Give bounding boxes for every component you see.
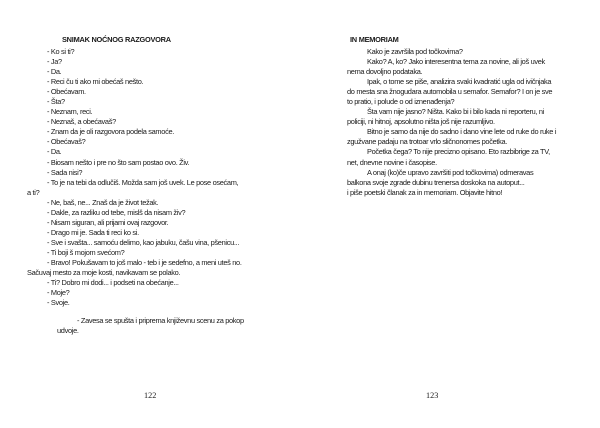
prose-line: to pratio, i polude o od iznenađenja? xyxy=(347,97,455,107)
right-page-prose xyxy=(347,47,557,198)
dialog-line: - Neznaš, a obećavaš? xyxy=(47,117,116,127)
dialog-line: - Sve i svašta... samoću delimo, kao jabuku, čašu vina, pšenicu... xyxy=(47,237,240,247)
prose-line: policiji, ni hitnoj, apsolutno ništa još nije razumljivo. xyxy=(347,117,495,127)
prose-line: do mesta sna žnogudara automobila u semafor. Semafor? I on je sve xyxy=(347,87,553,97)
left-page-title: SNIMAK NOĆNOG RAZGOVORA xyxy=(62,35,171,44)
blank-line xyxy=(27,308,277,316)
dialog-line: - Drago mi je. Sada ti reci ko si. xyxy=(47,227,139,237)
prose-line: Kako? A, ko? Jako interesentna tema za novine, ali još uvek xyxy=(367,57,545,67)
prose-line: net, dnevne novine i časopise. xyxy=(347,157,437,167)
dialog-line: - Da. xyxy=(47,67,62,77)
closing-stage-direction-continuation: udvoje. xyxy=(57,326,79,336)
page-number: 123 xyxy=(426,391,439,400)
dialog-line: - Šta? xyxy=(47,97,65,107)
dialog-line: - Dakle, za razliku od tebe, mislš da nisam živ? xyxy=(47,207,186,217)
prose-line: A onaj (ko)če upravo završiti pod točkovima) odmeravas xyxy=(367,167,534,177)
closing-stage-direction: - Zavesa se spušta i priprema književnu scenu za pokop xyxy=(77,316,244,326)
page-number: 122 xyxy=(144,391,157,400)
prose-line: Šta vam nije jasno? Ništa. Kako bi i bilo kada ni reporteru, ni xyxy=(367,107,545,117)
dialog-line: - Ti? Dobro mi dodi... i podseti na obećanje... xyxy=(47,278,179,288)
prose-line: zgužvane padaju na trotoar vrlo sličnonomes početka. xyxy=(347,137,508,147)
dialog-line: - Ko si ti? xyxy=(47,47,75,56)
right-page xyxy=(300,0,600,428)
dialog-line: - Znam da je oli razgovora podela samoće. xyxy=(47,127,174,137)
dialog-line-continuation: Sačuvaj mesto za moje kosti, navikavam se polako. xyxy=(27,268,181,278)
dialog-line: - Ja? xyxy=(47,57,62,67)
prose-line: balkona svoje zgrade dubinu trenersa doskoka na autoput... xyxy=(347,177,525,187)
dialog-line: - Ti boji š mojom svećom? xyxy=(47,247,125,257)
dialog-line: - Bravo! Pokušavam to još malo - teb i je sedefno, a meni uteš no. xyxy=(47,257,242,267)
right-page-title: IN MEMORIAM xyxy=(350,35,399,44)
dialog-line-continuation: a ti? xyxy=(27,187,40,197)
prose-line: Početka čega? To nije precizno opisano. Eto razbibrige za TV, xyxy=(367,147,550,157)
dialog-line: - To je na tebi da odlučiš. Možda sam još uvek. Le pose osećam, xyxy=(47,177,239,187)
dialog-line: - Reci ču ti ako mi obećaš nešto. xyxy=(47,77,144,87)
dialog-line: - Ne, baš, ne... Znaš da je život težak. xyxy=(47,197,159,207)
prose-line: nema dovoljno podataka. xyxy=(347,67,423,77)
prose-line: Kako je završila pod točkovima? xyxy=(367,47,463,56)
dialog-line: - Moje? xyxy=(47,288,70,298)
dialog-line: - Sada nisi? xyxy=(47,167,83,177)
dialog-line: - Biosam nešto i pre no što sam postao ovo. Živ. xyxy=(47,157,190,167)
left-page-dialog xyxy=(27,47,277,336)
prose-line: i piše poetski članak za in memoriam. Objavite hitno! xyxy=(347,187,503,197)
dialog-line: - Neznam, reci. xyxy=(47,107,93,117)
dialog-line: - Nisam siguran, ali prijami ovaj razgovor. xyxy=(47,217,169,227)
dialog-line: - Obećavaš? xyxy=(47,137,86,147)
dialog-line: - Obećavam. xyxy=(47,87,86,97)
dialog-line: - Da. xyxy=(47,147,62,157)
dialog-line: - Svoje. xyxy=(47,298,70,308)
prose-line: Ipak, o tome se piše, analizira svaki kvadratić ugla od ivičnjaka xyxy=(367,77,552,87)
prose-line: Bitno je samo da nije do sadno i dano vine lete od ruke do ruke i xyxy=(367,127,557,137)
